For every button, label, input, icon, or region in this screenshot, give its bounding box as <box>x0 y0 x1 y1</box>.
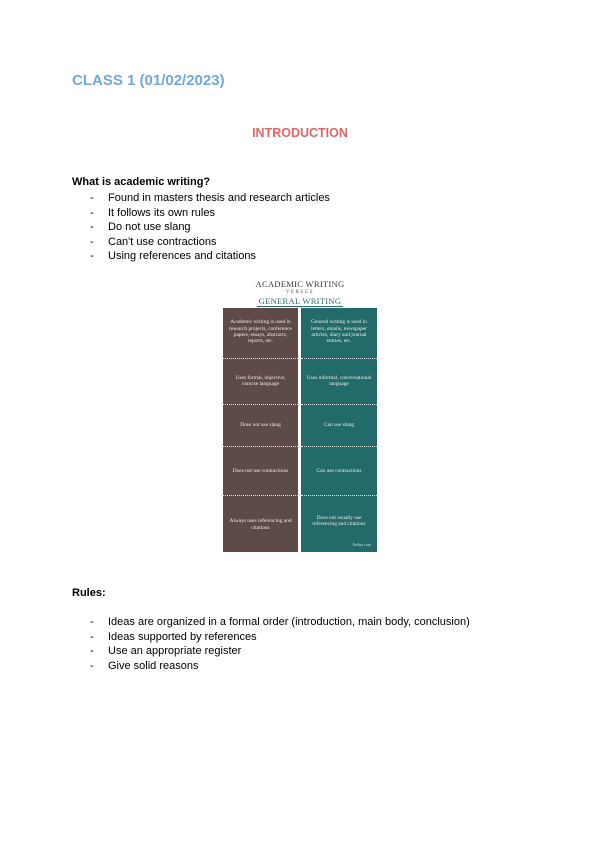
section-heading-academic-writing: What is academic writing? <box>72 176 211 188</box>
list-item: - Can't use contractions <box>90 235 330 250</box>
comparison-infographic <box>223 276 377 552</box>
introduction-heading: INTRODUCTION <box>252 126 348 140</box>
general-cell-usage: General writing is used in letters, emails, newspaper articles, diary and journal entries, etc. <box>311 319 367 345</box>
separator <box>301 495 377 496</box>
separator <box>301 358 377 359</box>
academic-cell-language: Uses formal, objective, concise language <box>235 374 286 387</box>
academic-cell-references: Always uses referencing and citations <box>229 518 292 531</box>
class-title: CLASS 1 (01/02/2023) <box>72 72 225 89</box>
general-cell-language: Uses informal, conversational language <box>306 374 372 387</box>
list-item: - It follows its own rules <box>90 206 330 221</box>
general-cell-references: Does not usually use referencing and citations <box>312 514 366 527</box>
infographic-title-academic: ACADEMIC WRITING <box>255 279 345 289</box>
general-column <box>301 308 377 552</box>
infographic-title-general: GENERAL WRITING <box>258 296 342 306</box>
separator <box>223 495 298 496</box>
rules-list <box>90 615 470 673</box>
separator <box>301 404 377 405</box>
list-item: - Ideas are organized in a formal order (introduction, main body, conclusion) <box>90 615 470 630</box>
infographic-credit: Pediaa.com <box>352 542 371 547</box>
general-cell-contractions: Can use contractions <box>316 467 362 474</box>
separator <box>223 404 298 405</box>
academic-cell-contractions: Does not use contractions <box>232 467 289 474</box>
list-item: - Do not use slang <box>90 220 330 235</box>
section-heading-rules: Rules: <box>72 587 106 599</box>
infographic-title-versus: VERSUS <box>285 290 315 295</box>
list-item: - Give solid reasons <box>90 659 470 674</box>
academic-cell-usage: Academic writing is used in research projects, conference papers, essays, abstracts, reports, etc. <box>229 319 292 345</box>
academic-writing-list <box>90 191 330 264</box>
academic-column <box>223 308 298 552</box>
separator <box>301 446 377 447</box>
infographic-title-underline <box>257 306 343 307</box>
general-cell-slang: Can use slang <box>324 421 354 428</box>
list-item: - Use an appropriate register <box>90 644 470 659</box>
academic-cell-slang: Does not use slang <box>240 421 281 428</box>
separator <box>223 446 298 447</box>
list-item: - Found in masters thesis and research articles <box>90 191 330 206</box>
separator <box>223 358 298 359</box>
list-item: - Using references and citations <box>90 249 330 264</box>
list-item: - Ideas supported by references <box>90 630 470 645</box>
